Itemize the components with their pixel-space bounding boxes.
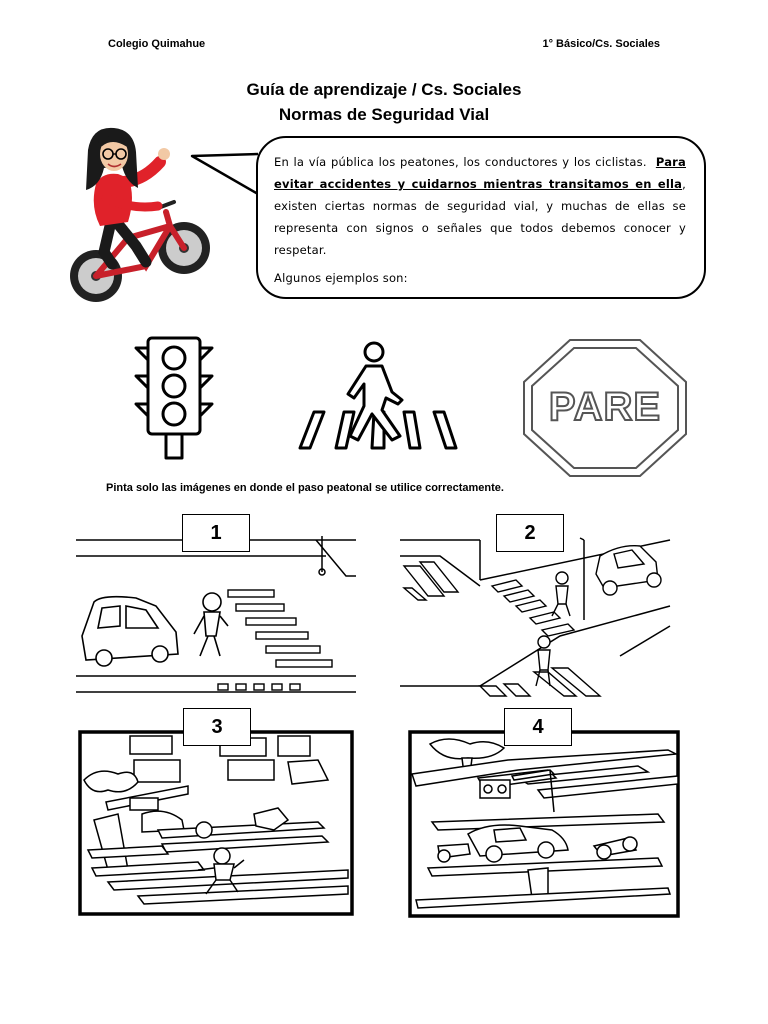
bubble-paragraph <box>274 151 686 261</box>
scene-4-illustration <box>408 730 680 918</box>
bubble-intro: En la vía pública los peatones, los conductores y los ciclistas. <box>274 155 647 169</box>
scene-2-number: 2 <box>496 514 564 552</box>
school-name: Colegio Quimahue <box>108 38 206 50</box>
scene-1-illustration <box>76 536 356 698</box>
page-subtitle: Normas de Seguridad Vial <box>278 105 490 124</box>
bubble-emphasis: Para evitar accidentes y cuidarnos mientras transitamos en ella <box>274 155 686 191</box>
traffic-light-icon <box>134 336 214 460</box>
stop-sign-text: PARE <box>548 385 662 429</box>
scene-1-number: 1 <box>182 514 250 552</box>
scene-4-number: 4 <box>504 708 572 746</box>
bubble-examples: Algunos ejemplos son: <box>274 271 408 285</box>
scene-3-number: 3 <box>183 708 251 746</box>
speech-bubble <box>256 136 706 299</box>
instruction-text: Pinta solo las imágenes en donde el paso peatonal se utilice correctamente. <box>106 482 504 494</box>
stop-sign-icon <box>522 338 688 478</box>
bubble-rest: , existen ciertas normas de seguridad vial, y muchas de ellas se representa con signos o señales que todos debemos conocer y respetar. <box>274 177 686 257</box>
scene-2-illustration <box>400 536 670 698</box>
page-title: Guía de aprendizaje / Cs. Sociales <box>246 80 522 99</box>
scene-3-illustration <box>78 730 354 916</box>
course-name: 1° Básico/Cs. Sociales <box>542 38 660 50</box>
pedestrian-crossing-icon <box>298 340 460 452</box>
